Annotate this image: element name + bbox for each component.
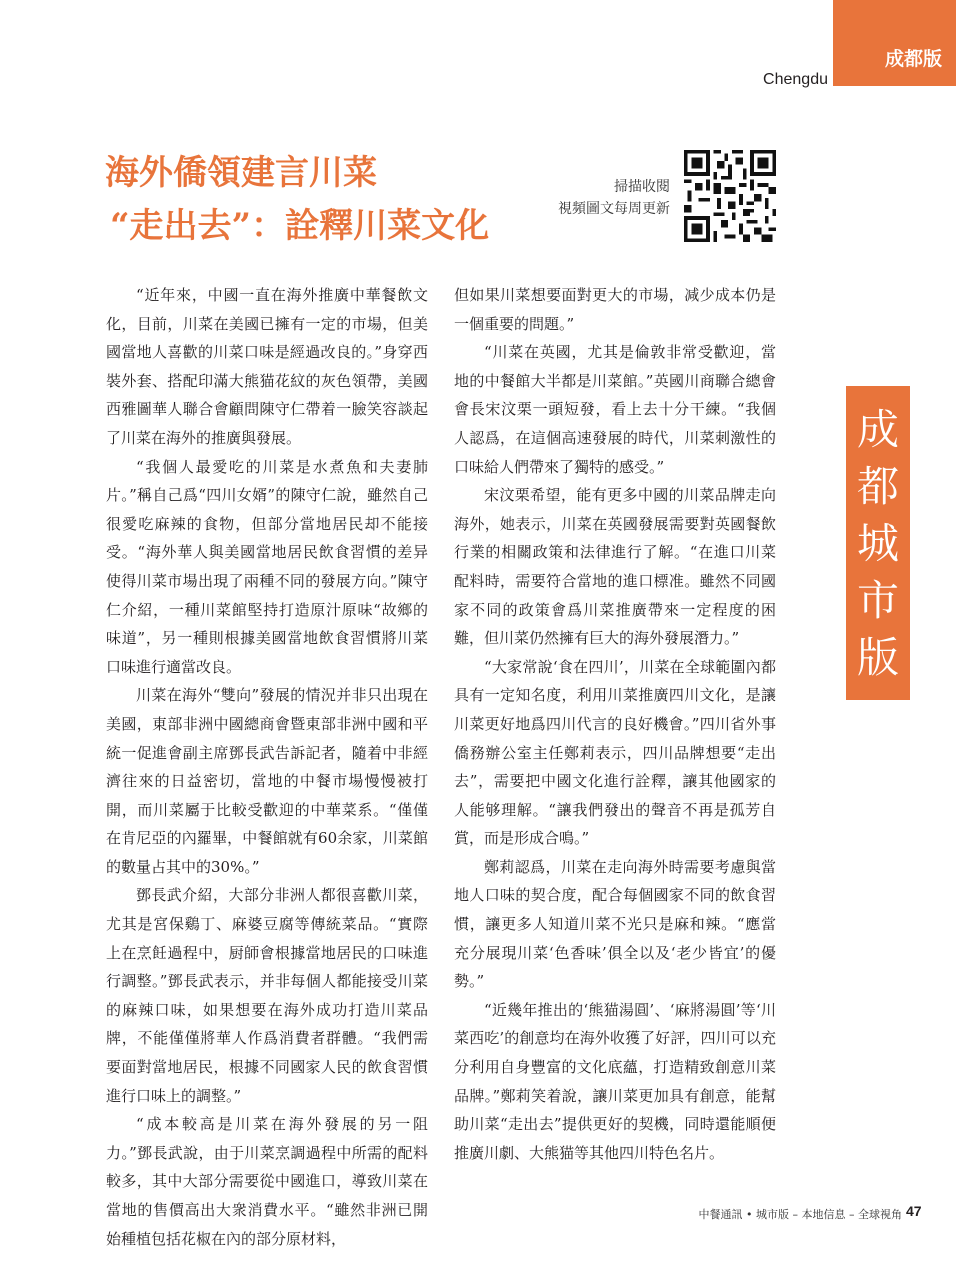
article-paragraph: “大家常說‘食在四川’，川菜在全球範圍內都具有一定知名度，利用川菜推廣四川文化，是讓川菜更好地爲四川代言的良好機會。”四川省外事僑務辦公室主任鄭莉表示，四川品牌想要“走出去”，需要把中國文化進行詮釋，讓其他國家的人能够理解。“讓我們發出的聲音不再是孤芳自賞，而是形成合鳴。”	[454, 657, 776, 848]
qr-code-icon[interactable]	[684, 150, 776, 242]
article-paragraph-continued: 但如果川菜想要面對更大的市場，减少成本仍是一個重要的問題。”	[454, 286, 776, 333]
qr-caption-line-2: 視頻圖文每周更新	[558, 201, 670, 217]
city-name-english: Chengdu	[763, 71, 828, 88]
headline-line-2: “走出去”：詮釋川菜文化	[110, 206, 490, 246]
article-paragraph: “成本較高是川菜在海外發展的另一阻力。”鄧長武說，由于川菜烹調過程中所需的配料較多，其中大部分需要從中國進口，導致川菜在當地的售價高出大衆消費水平。“雖然非洲已開始種植包括花椒在內的部分原材料，	[106, 1115, 428, 1248]
city-edition-band	[846, 386, 910, 700]
band-char: 城	[856, 518, 899, 568]
headline-line-1: 海外僑領建言川菜	[105, 153, 377, 193]
edition-tab	[833, 0, 956, 86]
band-char: 成	[856, 404, 899, 454]
article-paragraph: “川菜在英國，尤其是倫敦非常受歡迎，當地的中餐館大半都是川菜館。”英國川商聯合總會會長宋汶栗一頭短發，看上去十分干練。“我個人認爲，在這個高速發展的時代，川菜刺激性的口味給人們帶來了獨特的感受。”	[454, 343, 776, 476]
qr-caption-line-1: 掃描收閱	[614, 179, 670, 195]
page-number: 47	[906, 1203, 922, 1219]
article-column-right	[454, 281, 776, 1167]
article-paragraph: 鄭莉認爲，川菜在走向海外時需要考慮與當地人口味的契合度，配合每個國家不同的飲食習慣，讓更多人知道川菜不光只是麻和辣。“應當充分展現川菜‘色香味’俱全以及‘老少皆宜’的優勢。”	[454, 857, 776, 991]
footer-publication-line: 中餐通訊 • 城市版 – 本地信息 – 全球視角	[698, 1208, 902, 1221]
article-paragraph: “近幾年推出的‘熊猫湯圓’、‘麻將湯圓’等‘川菜西吃’的創意均在海外收獲了好評，四川可以充分利用自身豐富的文化底蘊，打造精致創意川菜品牌。”鄭莉笑着說，讓川菜更加具有創意，能幫助川菜“走出去”提供更好的契機，同時還能順便推廣川劇、大熊猫等其他四川特色名片。	[454, 1000, 776, 1162]
article-paragraph: 宋汶栗希望，能有更多中國的川菜品牌走向海外，她表示，川菜在英國發展需要對英國餐飲行業的相關政策和法律進行了解。“在進口川菜配料時，需要符合當地的進口標准。雖然不同國家不同的政策會爲川菜推廣帶來一定程度的困難，但川菜仍然擁有巨大的海外發展潛力。”	[454, 486, 776, 648]
edition-tab-label: 成都版	[884, 48, 942, 70]
article-paragraph: 川菜在海外“雙向”發展的情況并非只出現在美國，東部非洲中國總商會暨東部非洲中國和平統一促進會副主席鄧長武告訴記者，隨着中非經濟往來的日益密切，當地的中餐市場慢慢被打開，而川菜屬于比較受歡迎的中華菜系。“僅僅在肯尼亞的內羅畢，中餐館就有60余家，川菜館的數量占其中的30%。”	[106, 686, 428, 876]
band-char: 都	[856, 461, 899, 511]
article-column-left	[106, 281, 428, 1253]
article-paragraph: “我個人最愛吃的川菜是水煮魚和夫妻肺片。”稱自己爲“四川女婿”的陳守仁說，雖然自己很愛吃麻辣的食物，但部分當地居民却不能接受。“海外華人與美國當地居民飲食習慣的差异使得川菜市場出現了兩種不同的發展方向。”陳守仁介紹，一種川菜館堅持打造原汁原味“故鄉的味道”，另一種則根據美國當地飲食習慣將川菜口味進行適當改良。	[106, 457, 428, 676]
article-paragraph: 鄧長武介紹，大部分非洲人都很喜歡川菜，尤其是宮保鷄丁、麻婆豆腐等傳統菜品。“實際上在烹飪過程中，厨師會根據當地居民的口味進行調整。”鄧長武表示，并非每個人都能接受川菜的麻辣口味，如果想要在海外成功打造川菜品牌，不能僅僅將華人作爲消費者群體。“我們需要面對當地居民，根據不同國家人民的飲食習慣進行口味上的調整。”	[106, 886, 428, 1105]
band-char: 版	[856, 632, 899, 682]
band-char: 市	[856, 575, 899, 625]
article-paragraph: “近年來，中國一直在海外推廣中華餐飲文化，目前，川菜在美國已擁有一定的市場，但美國當地人喜歡的川菜口味是經過改良的。”身穿西裝外套、搭配印滿大熊猫花紋的灰色領帶，美國西雅圖華人聯合會顧問陳守仁帶着一臉笑容談起了川菜在海外的推廣與發展。	[106, 286, 428, 447]
